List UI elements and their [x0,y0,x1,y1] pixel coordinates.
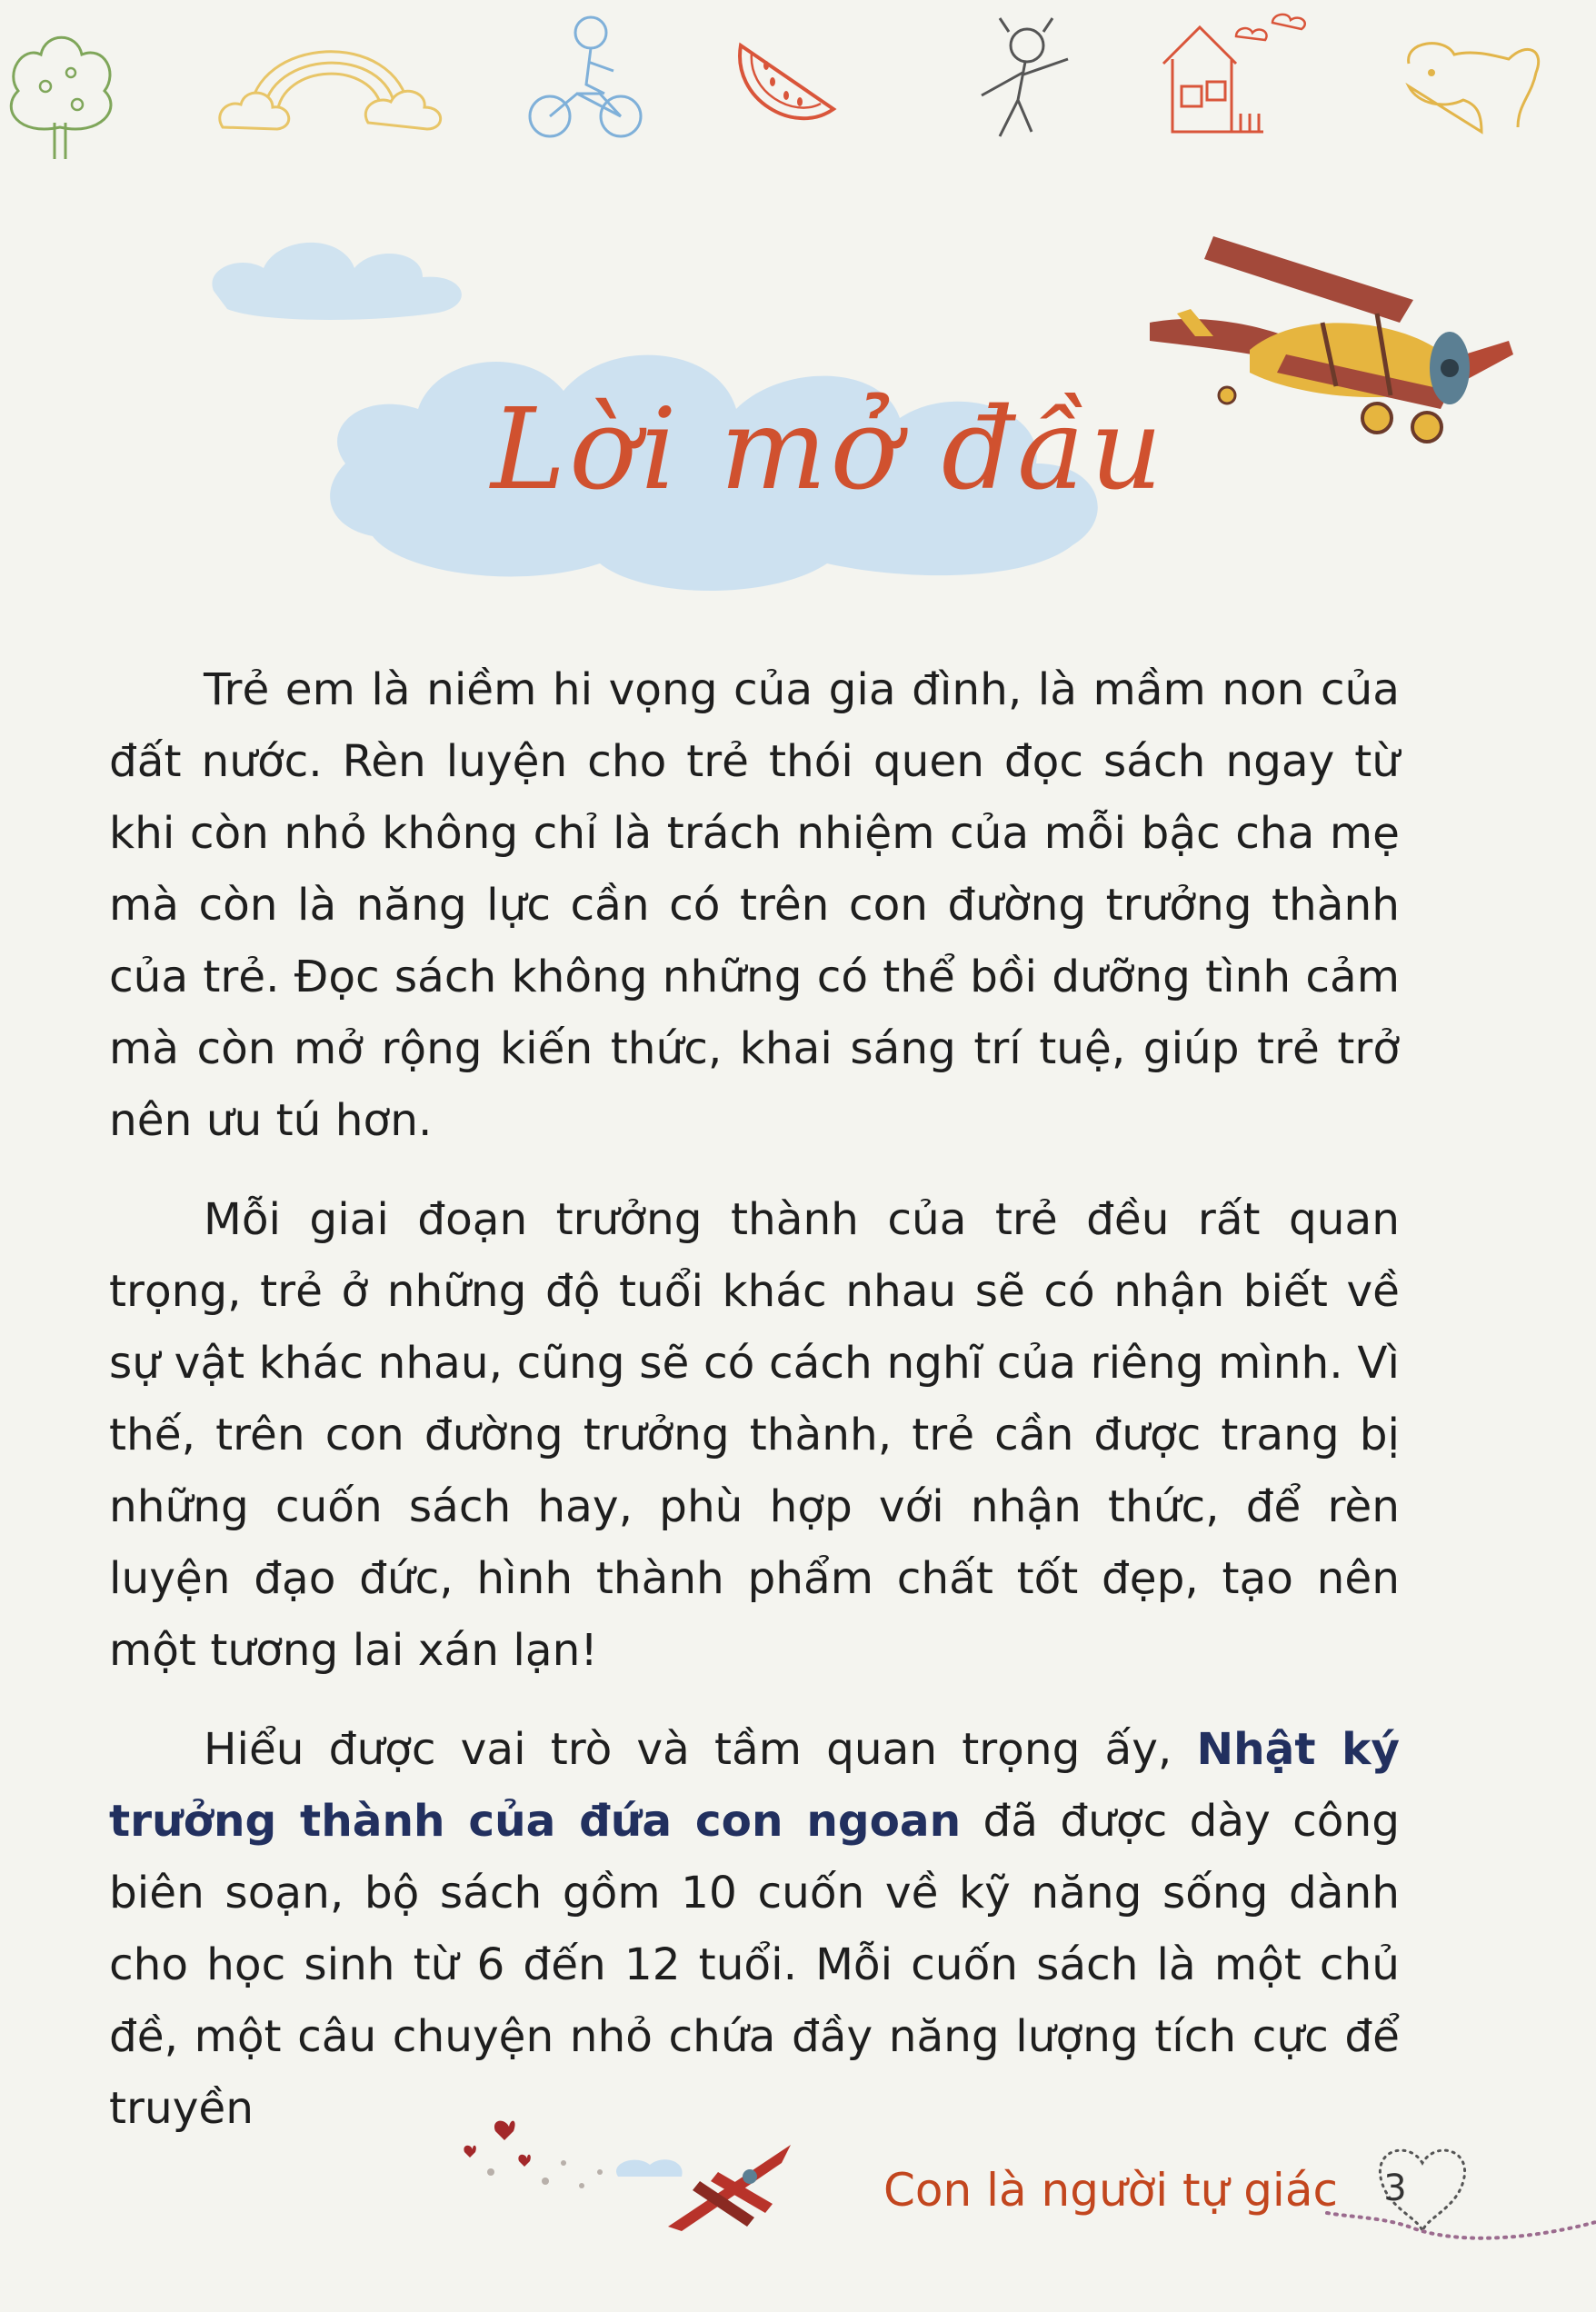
book-title-footer: Con là người tự giác [883,2164,1338,2217]
dancing-girl-icon [963,9,1082,145]
paragraph-1: Trẻ em là niềm hi vọng của gia đình, là mầm non của đất nước. Rèn luyện cho trẻ thói quen đọc sách ngay từ khi còn nhỏ không chỉ là trách nhiệm của mỗi bậc cha mẹ mà còn là năng lực cần có trên con đường trưởng thành của trẻ. Đọc sách không những có thể bồi dưỡng tình cảm mà còn mở rộng kiến thức, khai sáng trí tuệ, giúp trẻ trở nên ưu tú hơn. [109,664,1400,1146]
child-on-bicycle-icon [523,7,650,144]
paragraph-3 [109,1714,1400,2145]
dog-icon [1391,32,1550,141]
page-title: Lời mở đầu [491,384,1166,515]
paragraph-3-intro: Hiểu được vai trò và tầm quan trọng ấy, [204,1724,1197,1775]
paragraph-2: Mỗi giai đoạn trưởng thành của trẻ đều rất quan trọng, trẻ ở những độ tuổi khác nhau sẽ có nhận biết về sự vật khác nhau, cũng sẽ có cách nghĩ của riêng mình. Vì thế, trên con đường trưởng thành, trẻ cần được trang bị những cuốn sách hay, phù hợp với nhận thức, để rèn luyện đạo đức, hình thành phẩm chất tốt đẹp, tạo nên một tương lai xán lạn! [109,1194,1400,1676]
heart-frame-icon [1318,2140,1596,2258]
small-red-plane-icon [663,2136,800,2236]
paragraph-3-rest: đã được dày công biên soạn, bộ sách gồm 10 cuốn về kỹ năng sống dành cho học sinh từ 6 đến 12 tuổi. Mỗi cuốn sách là một chủ đề, một câu chuyện nhỏ chứa đầy năng lượng tích cực để truyền [109,1796,1401,2134]
series-title-highlight: Nhật ký trưởng thành của đứa con ngoan [109,1724,1400,1847]
watermelon-icon [732,27,841,132]
hearts-trail-decoration [454,2108,691,2217]
biplane-illustration [1141,223,1522,450]
page-number: 3 [1383,2168,1407,2209]
tree-icon [0,23,123,168]
rainbow-icon [214,27,450,145]
house-icon [1154,0,1327,136]
body-text [109,654,1400,2145]
